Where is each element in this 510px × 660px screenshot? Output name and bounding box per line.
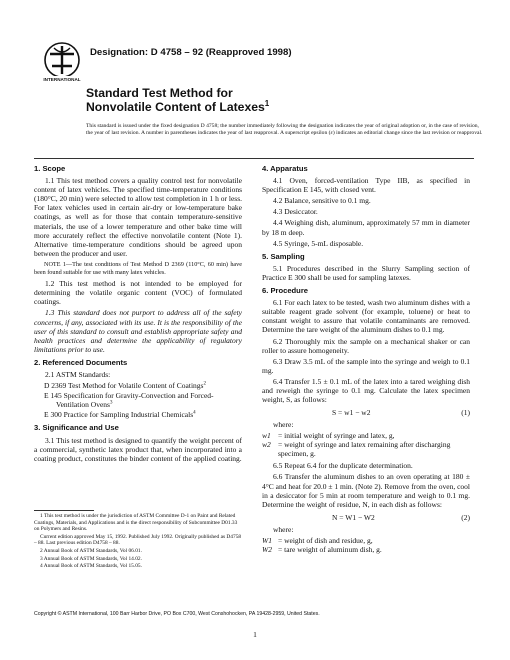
para-6-3: 6.3 Draw 3.5 mL of the sample into the syringe and weigh to 0.1 mg. — [262, 356, 470, 375]
para-4-4: 4.4 Weighing dish, aluminum, approximately 57 mm in diameter by 18 m deep. — [262, 218, 470, 237]
para-1-2: 1.2 This test method is not intended to be employed for determining the volatile organic content (VOC) of formulated coatings. — [34, 279, 242, 307]
section-significance-heading: 3. Significance and Use — [34, 423, 119, 433]
designation: Designation: D 4758 – 92 (Reapproved 1998) — [90, 47, 292, 58]
definition-row: W1 = weight of dish and residue, g, — [262, 536, 373, 545]
section-referenced-documents-heading: 2. Referenced Documents — [34, 357, 128, 367]
footnote-divider — [34, 510, 94, 511]
footnote-3: 3 Annual Book of ASTM Standards, Vol 14.02. — [40, 555, 142, 562]
para-6-1: 6.1 For each latex to be tested, wash two aluminum dishes with a suitable reagent grade solvent (for example, toluene) or heat to constant weight to assure that volatile contaminants are removed. Determine the tare weight of the aluminum dishes to 0.1 mg. — [262, 298, 470, 335]
right-column — [262, 160, 470, 557]
para-4-5: 4.5 Syringe, 5-mL disposable. — [273, 238, 364, 248]
para-4-3: 4.3 Desiccator. — [273, 207, 318, 217]
left-column — [34, 160, 242, 465]
title-footnote-marker: 1 — [264, 98, 270, 108]
footnote-4: 4 Annual Book of ASTM Standards, Vol 15.05. — [40, 563, 142, 570]
header-divider — [34, 158, 474, 159]
footnote-1-edition: Current edition approved May 15, 1992. Published July 1992. Originally published as D4758 – 88. Last previous edition D4758 – 88. — [34, 533, 242, 547]
reference-d2369: D 2369 Test Method for Volatile Content of Coatings$^2$ — [44, 381, 206, 391]
equation-2-formula: N = W1 − W2 — [332, 512, 375, 522]
footnote-1: 1 This test method is under the jurisdiction of ASTM Committee D-1 on Paint and Related Coatings, Materials, and Applications and is the direct responsibility of Subcommittee D01.33 on Polymers and Resins. — [34, 513, 238, 533]
section-scope-heading: 1. Scope — [34, 164, 66, 173]
where-1: where: — [273, 420, 294, 430]
logo-text: INTERNATIONAL — [43, 77, 81, 82]
document-title — [86, 86, 446, 114]
para-5-1: 5.1 Procedures described in the Slurry Sampling section of Practice E 300 shall be used for sampling latexes. — [262, 263, 470, 282]
reference-e300: E 300 Practice for Sampling Industrial Chemicals$^4$ — [44, 410, 196, 420]
where-2: where: — [273, 524, 294, 534]
para-6-6: 6.6 Transfer the aluminum dishes to an oven operating at 180 ± 4°C and heat for 20.0 ± 1 min. (Note 2). Remove from the oven, cool in a desiccator for 5 min at room temperature and weigh to 0.1 mg. Determine the weight of residue, N, in each dish as follows: — [262, 472, 470, 509]
equation-1-number: (1) — [461, 408, 470, 418]
para-3-1: 3.1 This test method is designed to quantify the weight percent of a commercial, synthetic latex product that, when incorporated into a coating product, constitutes the binder content of the applied coating. — [34, 435, 242, 463]
note-1: NOTE 1—The test conditions of Test Method D 2369 (110°C, 60 min) have been found suitable for use with many latex vehicles. — [34, 260, 242, 276]
equation-2-number: (2) — [461, 512, 470, 522]
astm-logo — [40, 40, 84, 84]
para-6-2: 6.2 Thoroughly mix the sample on a mechanical shaker or can roller to assure homogeneity. — [262, 336, 470, 355]
equation-2 — [262, 511, 470, 525]
section-apparatus-heading: 4. Apparatus — [262, 164, 308, 173]
reference-e145: E 145 Specification for Gravity-Convection and Forced-Ventilation Ovens$^3$ — [44, 391, 214, 410]
para-2-1: 2.1 ASTM Standards: — [45, 369, 111, 379]
section-procedure-heading: 6. Procedure — [262, 286, 309, 296]
definitions-2 — [262, 536, 470, 554]
equation-1-formula: S = w1 − w2 — [332, 408, 371, 418]
section-sampling-heading: 5. Sampling — [262, 251, 305, 261]
para-1-3: 1.3 This standard does not purport to address all of the safety concerns, if any, associated with its use. It is the responsibility of the user of this standard to consult and establish appropriate safety and health practices and determine the applicability of regulatory limitations prior to use. — [34, 308, 242, 354]
para-6-4: 6.4 Transfer 1.5 ± 0.1 mL of the latex into a tared weighing dish and reweigh the syringe to 0.1 mg. Calculate the latex specimen weight, S, as follows: — [262, 376, 470, 405]
footnote-2: 2 Annual Book of ASTM Standards, Vol 06.01. — [40, 547, 142, 554]
equation-1 — [262, 406, 470, 420]
page-number: 1 — [253, 630, 257, 639]
definition-row: W2 = tare weight of aluminum dish, g. — [262, 545, 382, 554]
footnotes — [34, 513, 244, 571]
para-4-1: 4.1 Oven, forced-ventilation Type IIB, as specified in Specification E 145, with closed vent. — [262, 176, 470, 195]
definition-row: w2 = weight of syringe and latex remaining after discharging specimen, g. — [262, 440, 451, 459]
title-line-2: Nonvolatile Content of Latexes$^1$ — [86, 98, 270, 114]
title-line-1: Standard Test Method for — [86, 86, 233, 100]
para-6-5: 6.5 Repeat 6.4 for the duplicate determination. — [273, 461, 413, 471]
para-4-2: 4.2 Balance, sensitive to 0.1 mg. — [273, 196, 371, 206]
definitions-1 — [262, 431, 470, 458]
copyright-line: Copyright © ASTM International, 100 Barr Harbor Drive, PO Box C700, West Conshohocken, PA 19428-2959, United States. — [34, 611, 320, 617]
definition-row: w1 = initial weight of syringe and latex, g, — [262, 431, 395, 441]
para-1-1: 1.1 This test method covers a quality control test for nonvolatile content of latex vehicles. The specified time-temperature conditions (180°C, 20 min) were selected to allow test completion in 1 h or less. For latex vehicles used in certain air-dry or low-temperature bake coatings, as well as for those that contain temperature-sensitive materials, the use of a lower temperature and other bake time will more accurately reflect the effective nonvolatile content (Note 1). Alternative time-temperature conditions should be agreed upon between the producer and user. — [34, 176, 242, 258]
preface-note: This standard is issued under the fixed designation D 4758; the number immediately following the designation indicates the year of original adoption or, in the case of revision, the year of last revision. A number in parentheses indicates the year of last reapproval. A superscript epsilon (ε) indicates an editorial change since the last revision or reapproval. — [86, 123, 483, 137]
